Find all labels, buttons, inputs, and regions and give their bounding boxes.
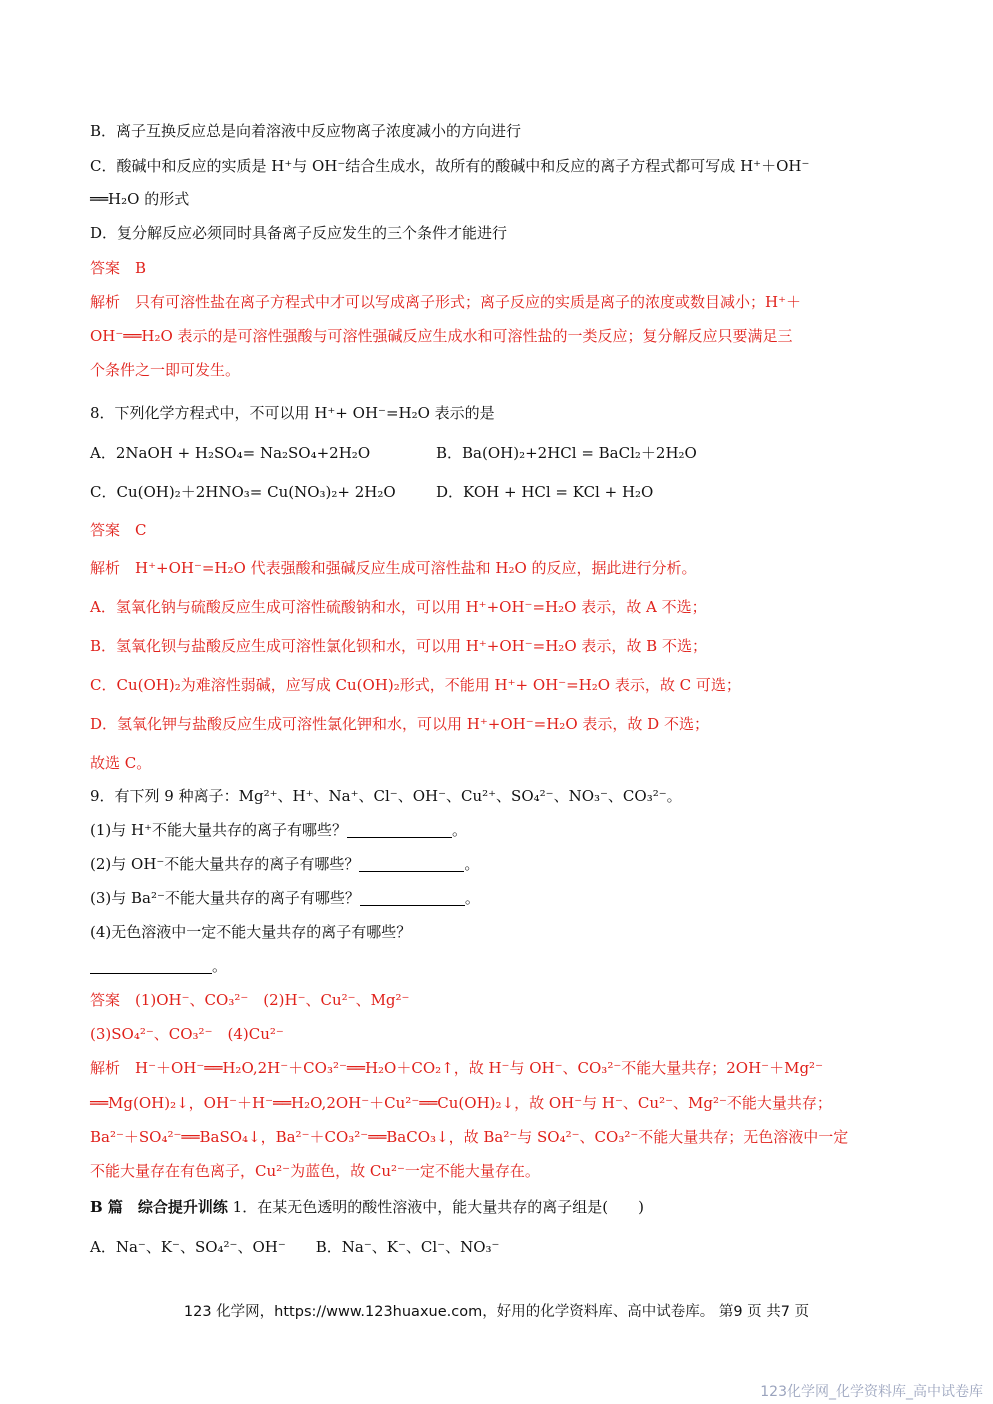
analysis-9-4: 不能大量存在有色离子，Cu²⁻为蓝色，故 Cu²⁻一定不能大量存在。 xyxy=(90,1162,540,1180)
question-9: 9．有下列 9 种离子：Mg²⁺、H⁺、Na⁺、Cl⁻、OH⁻、Cu²⁺、SO₄²⁻、NO₃⁻、CO₃²⁻。 xyxy=(90,787,682,805)
analysis-8: 解析 H⁺+OH⁻=H₂O 代表强酸和强碱反应生成可溶性盐和 H₂O 的反应，据此进行分析。 xyxy=(90,559,697,577)
analysis-7-2: OH⁻══H₂O 表示的是可溶性强酸与可溶性强碱反应生成水和可溶性盐的一类反应；复分解反应只要满足三 xyxy=(90,327,793,345)
analysis-8-d: D．氢氧化钾与盐酸反应生成可溶性氯化钾和水，可以用 H⁺+OH⁻=H₂O 表示，故 D 不选； xyxy=(90,715,709,733)
question-9-2-text: (2)与 OH⁻不能大量共存的离子有哪些？ xyxy=(90,855,360,873)
analysis-9-3: Ba²⁻＋SO₄²⁻══BaSO₄↓，Ba²⁻＋CO₃²⁻══BaCO₃↓，故 Ba²⁻与 SO₄²⁻、CO₃²⁻不能大量共存；无色溶液中一定 xyxy=(90,1128,849,1146)
analysis-8-c: C．Cu(OH)₂为难溶性弱碱，应写成 Cu(OH)₂形式，不能用 H⁺+ OH⁻=H₂O 表示，故 C 可选； xyxy=(90,676,741,694)
option-8d: D．KOH + HCl = KCl + H₂O xyxy=(436,483,654,501)
analysis-8-a: A．氢氧化钠与硫酸反应生成可溶性硫酸钠和水，可以用 H⁺+OH⁻=H₂O 表示，故 A 不选； xyxy=(90,598,707,616)
analysis-7-1: 解析 只有可溶性盐在离子方程式中才可以写成离子形式；离子反应的实质是离子的浓度或数目减小；H⁺＋ xyxy=(90,293,802,311)
question-9-3-text: (3)与 Ba²⁻不能大量共存的离子有哪些？ xyxy=(90,889,360,907)
blank-9-4[interactable] xyxy=(90,959,212,974)
question-b-1: 1．在某无色透明的酸性溶液中，能大量共存的离子组是( ) xyxy=(227,1198,644,1216)
question-9-1-text: (1)与 H⁺不能大量共存的离子有哪些？ xyxy=(90,821,348,839)
options-b-1: A．Na⁻、K⁻、SO₄²⁻、OH⁻ B．Na⁻、K⁻、Cl⁻、NO₃⁻ xyxy=(90,1238,500,1256)
question-9-2-end: 。 xyxy=(464,855,480,873)
option-8b: B．Ba(OH)₂+2HCl = BaCl₂＋2H₂O xyxy=(436,444,697,462)
question-9-3-end: 。 xyxy=(464,889,480,907)
analysis-9-1: 解析 H⁻＋OH⁻══H₂O,2H⁻＋CO₃²⁻══H₂O＋CO₂↑，故 H⁻与 OH⁻、CO₃²⁻不能大量共存；2OH⁻＋Mg²⁻ xyxy=(90,1059,823,1077)
analysis-9-2: ══Mg(OH)₂↓，OH⁻＋H⁻══H₂O,2OH⁻＋Cu²⁻══Cu(OH)₂↓，故 OH⁻与 H⁻、Cu²⁻、Mg²⁻不能大量共存； xyxy=(90,1094,832,1112)
question-8: 8．下列化学方程式中，不可以用 H⁺+ OH⁻=H₂O 表示的是 xyxy=(90,404,495,422)
question-9-2 xyxy=(90,854,479,874)
analysis-7-3: 个条件之一即可发生。 xyxy=(90,361,241,379)
watermark: 123化学网_化学资料库_高中试卷库 xyxy=(760,1384,983,1400)
line-c-cont: ══H₂O 的形式 xyxy=(90,190,190,208)
line-b: B．离子互换反应总是向着溶液中反应物离子浓度减小的方向进行 xyxy=(90,122,522,140)
question-9-4-end: 。 xyxy=(212,957,228,975)
analysis-8-end: 故选 C。 xyxy=(90,754,152,772)
answer-9-1: 答案 (1)OH⁻、CO₃²⁻ (2)H⁻、Cu²⁻、Mg²⁻ xyxy=(90,991,410,1009)
section-b-heading: B 篇 综合提升训练 xyxy=(90,1198,228,1216)
section-b-title xyxy=(90,1197,644,1217)
question-9-4: (4)无色溶液中一定不能大量共存的离子有哪些？ xyxy=(90,923,412,941)
blank-9-2[interactable] xyxy=(359,857,464,872)
analysis-8-b: B．氢氧化钡与盐酸反应生成可溶性氯化钡和水，可以用 H⁺+OH⁻=H₂O 表示，故 B 不选； xyxy=(90,637,707,655)
page-footer: 123 化学网，https://www.123huaxue.com，好用的化学资料库、高中试卷库。 第9 页 共7 页 xyxy=(183,1304,810,1320)
option-8c: C．Cu(OH)₂＋2HNO₃= Cu(NO₃)₂+ 2H₂O xyxy=(90,483,396,501)
question-9-3 xyxy=(90,888,480,908)
line-d: D．复分解反应必须同时具备离子反应发生的三个条件才能进行 xyxy=(90,224,508,242)
option-8a: A．2NaOH + H₂SO₄= Na₂SO₄+2H₂O xyxy=(90,444,371,462)
question-9-4-answer xyxy=(90,956,227,976)
question-9-1 xyxy=(90,820,467,840)
answer-7: 答案 B xyxy=(90,259,147,277)
answer-8: 答案 C xyxy=(90,521,147,539)
blank-9-1[interactable] xyxy=(347,823,452,838)
line-c: C．酸碱中和反应的实质是 H⁺与 OH⁻结合生成水，故所有的酸碱中和反应的离子方程式都可写成 H⁺＋OH⁻ xyxy=(90,157,810,175)
question-9-1-end: 。 xyxy=(452,821,468,839)
blank-9-3[interactable] xyxy=(360,891,465,906)
answer-9-2: (3)SO₄²⁻、CO₃²⁻ (4)Cu²⁻ xyxy=(90,1025,284,1043)
